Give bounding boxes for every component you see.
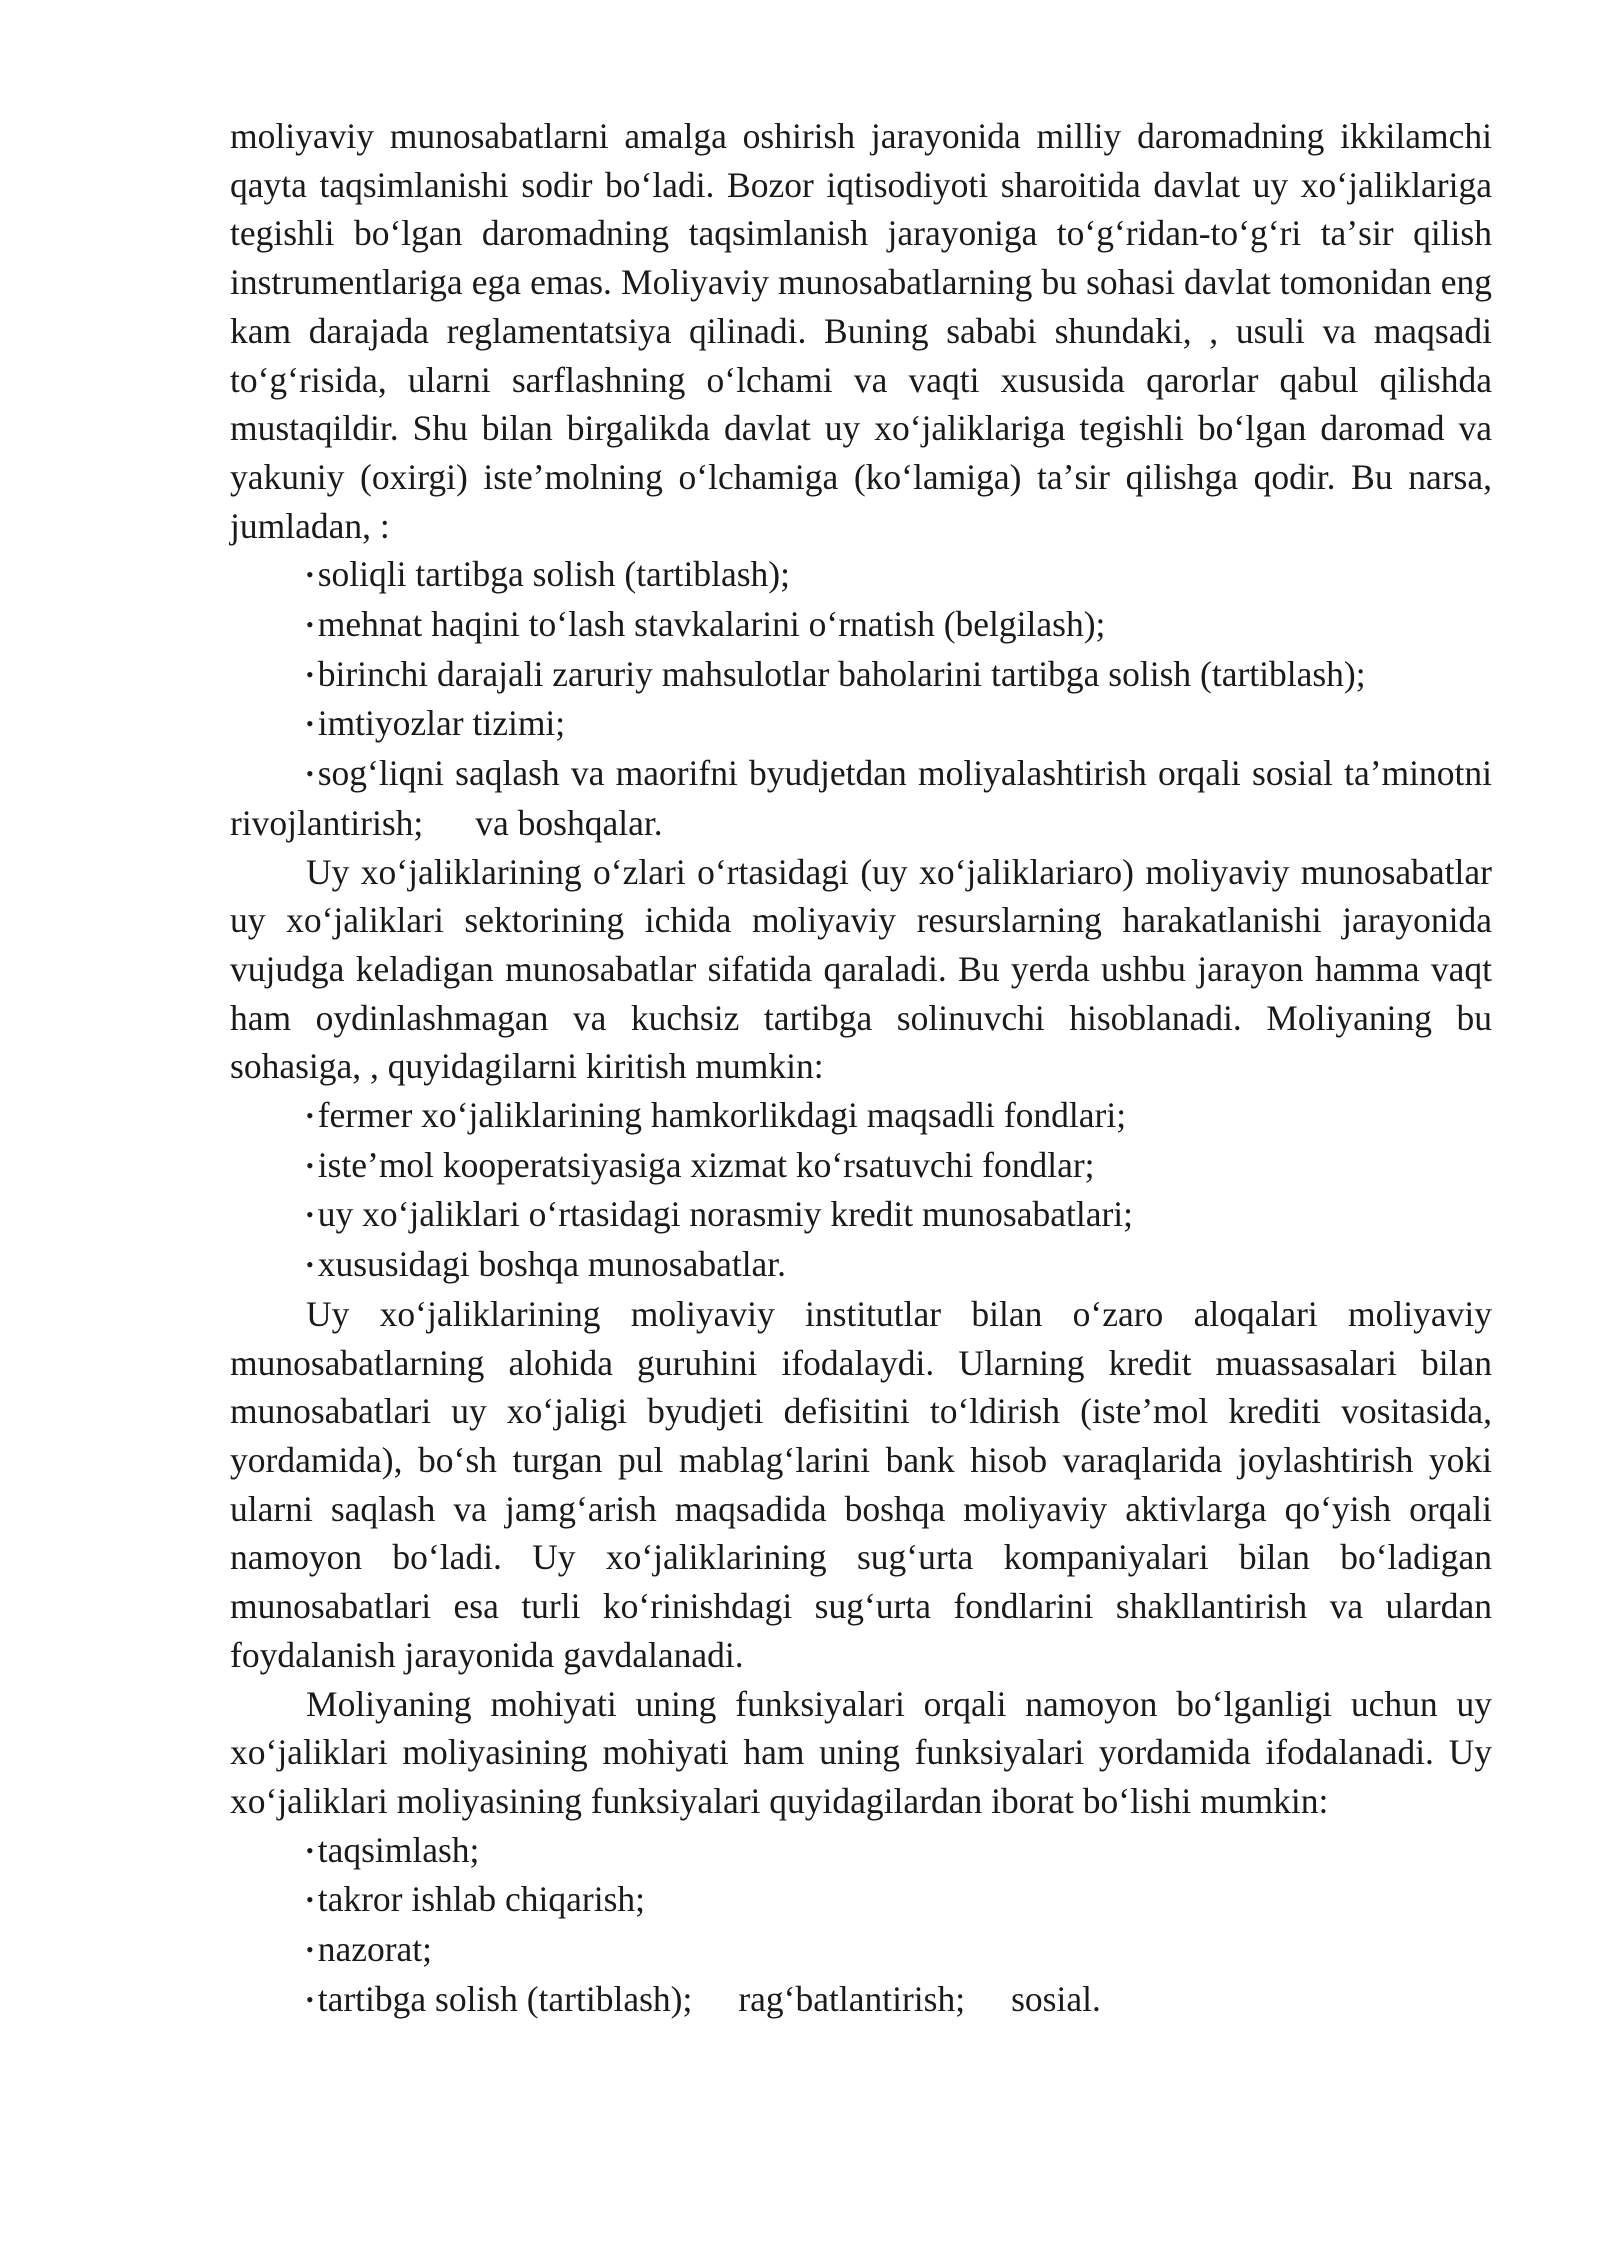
list-item: • fermer xoʻjaliklarining hamkorlikdagi maqsadli fondlari; — [230, 1091, 1492, 1141]
paragraph-3: Uy xoʻjaliklarining moliyaviy institutlar bilan oʻzaro aloqalari moliyaviy munosabatlarning alohida guruhini ifodalaydi. Ularning kredit muassasalari bilan munosabatlari uy xoʻjaligi byudjeti defisitini toʻldirish (isteʼmol krediti vositasida, yordamida), boʻsh turgan pul mablagʻlarini bank hisob varaqlarida joylashtirish yoki ularni saqlash va jamgʻarish maqsadida boshqa moliyaviy aktivlarga qoʻyish orqali namoyon boʻladi. Uy xoʻjaliklarining sugʻurta kompaniyalari bilan boʻladigan munosabatlari esa turli koʻrinishdagi sugʻurta fondlarini shakllantirish va ulardan foydalanish jarayonida gavdalanadi. — [230, 1293, 1492, 1675]
bullet-icon: • — [306, 1937, 314, 1963]
bullet-icon: • — [306, 711, 314, 737]
paragraph-2: Uy xoʻjaliklarining oʻzlari oʻrtasidagi (uy xoʻjaliklariaro) moliyaviy munosabatlar uy xoʻjaliklari sektorining ichida moliyaviy resurslarning harakatlanishi jarayonida vujudga keladigan munosabatlar sifatida qaraladi. Bu yerda ushbu jarayon hamma vaqt ham oydinlashmagan va kuchsiz tartibga solinuvchi hisoblanadi. Moliyaning bu sohasiga, , quyidagilarni kiritish mumkin: — [230, 851, 1492, 1087]
list-item: • imtiyozlar tizimi; — [230, 699, 1492, 749]
bullet-icon: • — [306, 1152, 314, 1178]
bullet-list-3 — [230, 1826, 1492, 2025]
list-item: • uy xoʻjaliklari oʻrtasidagi norasmiy kredit munosabatlari; — [230, 1190, 1492, 1240]
document-page — [230, 112, 1492, 2024]
list-item: • birinchi darajali zaruriy mahsulotlar baholarini tartibga solish (tartiblash); — [230, 650, 1492, 700]
bullet-icon: • — [306, 1887, 314, 1913]
bullet-list-2 — [230, 1091, 1492, 1290]
bullet-icon: • — [306, 1252, 314, 1278]
bullet-icon: • — [306, 1202, 314, 1228]
bullet-icon: • — [306, 761, 314, 787]
list-item: • xususidagi boshqa munosabatlar. — [230, 1240, 1492, 1290]
bullet-icon: • — [306, 1837, 314, 1863]
list-item: • nazorat; — [230, 1925, 1492, 1975]
list-item: • takror ishlab chiqarish; — [230, 1875, 1492, 1925]
bullet-icon: • — [306, 661, 314, 687]
paragraph-4: Moliyaning mohiyati uning funksiyalari orqali namoyon boʻlganligi uchun uy xoʻjaliklari moliyasining mohiyati ham uning funksiyalari yordamida ifodalanadi. Uy xoʻjaliklari moliyasining funksiyalari quyidagilardan iborat boʻlishi mumkin: — [230, 1683, 1492, 1821]
list-item: • taqsimlash; — [230, 1826, 1492, 1876]
bullet-list-1 — [230, 550, 1492, 847]
bullet-icon: • — [306, 1103, 314, 1129]
list-item: • soliqli tartibga solish (tartiblash); — [230, 550, 1492, 600]
list-item: • sogʻliqni saqlash va maorifni byudjetdan moliyalashtirish orqali sosial taʼminotni rivojlantirish; va boshqalar. — [230, 749, 1492, 847]
bullet-icon: • — [306, 612, 314, 638]
bullet-icon: • — [306, 562, 314, 588]
list-item: • isteʼmol kooperatsiyasiga xizmat koʻrsatuvchi fondlar; — [230, 1141, 1492, 1191]
list-item: • mehnat haqini toʻlash stavkalarini oʻrnatish (belgilash); — [230, 600, 1492, 650]
bullet-icon: • — [306, 1986, 314, 2012]
list-item: • tartibga solish (tartiblash); ragʻbatlantirish; sosial. — [230, 1975, 1492, 2025]
paragraph-1: moliyaviy munosabatlarni amalga oshirish jarayonida milliy daromadning ikkilamchi qayta taqsimlanishi sodir boʻladi. Bozor iqtisodiyoti sharoitida davlat uy xoʻjaliklariga tegishli boʻlgan daromadning taqsimlanish jarayoniga toʻgʻridan-toʻgʻri taʼsir qilish instrumentlariga ega emas. Moliyaviy munosabatlarning bu sohasi davlat tomonidan eng kam darajada reglamentatsiya qilinadi. Buning sababi shundaki, , usuli va maqsadi toʻgʻrisida, ularni sarflashning oʻlchami va vaqti xususida qarorlar qabul qilishda mustaqildir. Shu bilan birgalikda davlat uy xoʻjaliklariga tegishli boʻlgan daromad va yakuniy (oxirgi) isteʼmolning oʻlchamiga (koʻlamiga) taʼsir qilishga qodir. Bu narsa, jumladan, : — [230, 116, 1492, 546]
